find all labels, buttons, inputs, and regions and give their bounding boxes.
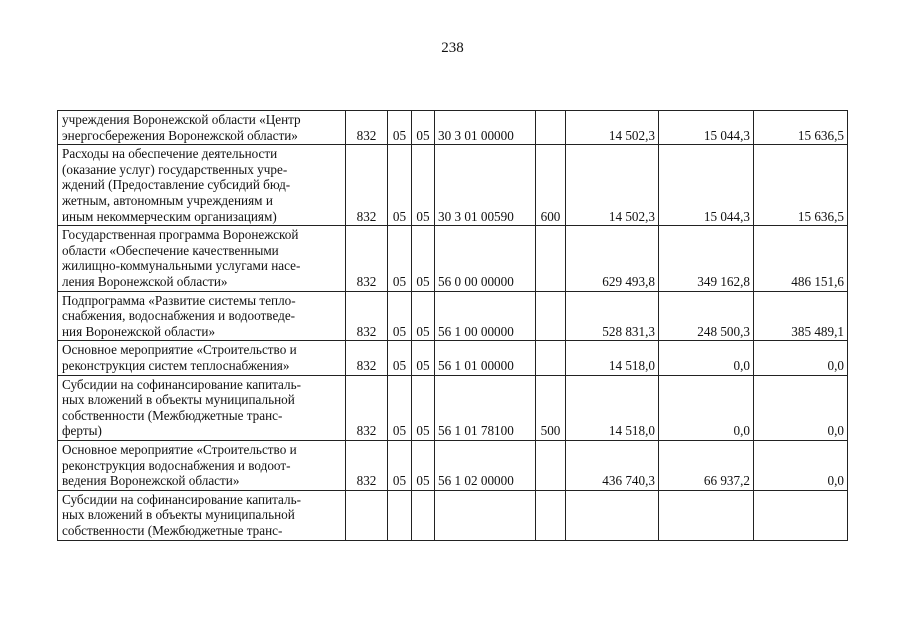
- row-name-line: жилищно-коммунальными услугами насе-: [62, 258, 301, 274]
- section-code-cell: 05: [388, 145, 412, 226]
- row-name-line: ных вложений в объекты муниципальной: [62, 507, 295, 523]
- row-name-line: Подпрограмма «Развитие системы тепло-: [62, 292, 296, 308]
- row-name-line: иным некоммерческим организациям): [62, 208, 277, 224]
- ministry-code-cell: 832: [346, 226, 388, 291]
- target-article-cell: 56 0 00 00000: [435, 226, 536, 291]
- amount-year3-cell: 15 636,5: [754, 111, 848, 145]
- target-article-cell: 30 3 01 00000: [435, 111, 536, 145]
- row-name-line: области «Обеспечение качественными: [62, 242, 279, 258]
- row-name-line: реконструкция водоснабжения и водоот-: [62, 457, 291, 473]
- row-name-cell: [58, 291, 346, 341]
- section-code-cell: 05: [388, 226, 412, 291]
- amount-year2-cell: 66 937,2: [659, 440, 754, 490]
- ministry-code-cell: [346, 490, 388, 540]
- amount-year3-cell: [754, 490, 848, 540]
- ministry-code-cell: 832: [346, 145, 388, 226]
- expense-type-cell: 500: [536, 375, 566, 440]
- row-name-line: жетным, автономным учреждениям и: [62, 192, 273, 208]
- row-name-cell: [58, 490, 346, 540]
- ministry-code-cell: 832: [346, 341, 388, 375]
- section-code-cell: 05: [388, 440, 412, 490]
- amount-year3-cell: 0,0: [754, 375, 848, 440]
- row-name-line: Субсидии на софинансирование капиталь-: [62, 376, 302, 392]
- subsection-code-cell: 05: [412, 145, 435, 226]
- budget-table: [57, 110, 848, 541]
- section-code-cell: 05: [388, 341, 412, 375]
- ministry-code-cell: 832: [346, 440, 388, 490]
- amount-year2-cell: 349 162,8: [659, 226, 754, 291]
- expense-type-cell: [536, 490, 566, 540]
- row-name-line: энергосбережения Воронежской области»: [62, 127, 298, 143]
- amount-year2-cell: 0,0: [659, 341, 754, 375]
- amount-year1-cell: 14 518,0: [566, 375, 659, 440]
- row-name-line: собственности (Межбюджетные транс-: [62, 407, 283, 423]
- row-name-cell: [58, 440, 346, 490]
- target-article-cell: 56 1 01 00000: [435, 341, 536, 375]
- row-name-line: учреждения Воронежской области «Центр: [62, 112, 301, 127]
- table-row: [58, 375, 848, 440]
- expense-type-cell: [536, 440, 566, 490]
- amount-year1-cell: 14 518,0: [566, 341, 659, 375]
- expense-type-cell: 600: [536, 145, 566, 226]
- table-row: [58, 145, 848, 226]
- amount-year3-cell: 486 151,6: [754, 226, 848, 291]
- table-row: [58, 291, 848, 341]
- row-name-line: ния Воронежской области»: [62, 323, 216, 339]
- expense-type-cell: [536, 341, 566, 375]
- subsection-code-cell: 05: [412, 291, 435, 341]
- row-name-cell: [58, 375, 346, 440]
- row-name-line: Основное мероприятие «Строительство и: [62, 441, 297, 457]
- table-row: [58, 226, 848, 291]
- subsection-code-cell: 05: [412, 111, 435, 145]
- target-article-cell: [435, 490, 536, 540]
- amount-year3-cell: 0,0: [754, 341, 848, 375]
- section-code-cell: 05: [388, 375, 412, 440]
- amount-year3-cell: 0,0: [754, 440, 848, 490]
- row-name-line: (оказание услуг) государственных учре-: [62, 161, 288, 177]
- ministry-code-cell: 832: [346, 111, 388, 145]
- amount-year1-cell: 14 502,3: [566, 145, 659, 226]
- amount-year1-cell: [566, 490, 659, 540]
- amount-year1-cell: 436 740,3: [566, 440, 659, 490]
- row-name-line: ждений (Предоставление субсидий бюд-: [62, 177, 291, 193]
- expense-type-cell: [536, 291, 566, 341]
- row-name-line: Государственная программа Воронежской: [62, 227, 299, 243]
- ministry-code-cell: 832: [346, 375, 388, 440]
- row-name-cell: [58, 226, 346, 291]
- amount-year1-cell: 528 831,3: [566, 291, 659, 341]
- target-article-cell: 56 1 00 00000: [435, 291, 536, 341]
- amount-year1-cell: 629 493,8: [566, 226, 659, 291]
- table-row: [58, 490, 848, 540]
- table-row: [58, 341, 848, 375]
- row-name-line: реконструкция систем теплоснабжения»: [62, 357, 290, 373]
- row-name-line: Основное мероприятие «Строительство и: [62, 342, 297, 358]
- section-code-cell: 05: [388, 111, 412, 145]
- section-code-cell: 05: [388, 291, 412, 341]
- subsection-code-cell: 05: [412, 375, 435, 440]
- row-name-line: снабжения, водоснабжения и водоотведе-: [62, 308, 296, 324]
- amount-year2-cell: 248 500,3: [659, 291, 754, 341]
- table-body: [58, 111, 848, 541]
- amount-year2-cell: 15 044,3: [659, 145, 754, 226]
- target-article-cell: 30 3 01 00590: [435, 145, 536, 226]
- subsection-code-cell: [412, 490, 435, 540]
- subsection-code-cell: 05: [412, 341, 435, 375]
- row-name-line: собственности (Межбюджетные транс-: [62, 522, 283, 538]
- target-article-cell: 56 1 01 78100: [435, 375, 536, 440]
- row-name-line: Субсидии на софинансирование капиталь-: [62, 491, 302, 507]
- subsection-code-cell: 05: [412, 226, 435, 291]
- target-article-cell: 56 1 02 00000: [435, 440, 536, 490]
- amount-year2-cell: [659, 490, 754, 540]
- row-name-line: ферты): [62, 423, 102, 439]
- row-name-line: ных вложений в объекты муниципальной: [62, 392, 295, 408]
- amount-year3-cell: 15 636,5: [754, 145, 848, 226]
- row-name-cell: [58, 341, 346, 375]
- subsection-code-cell: 05: [412, 440, 435, 490]
- row-name-cell: [58, 145, 346, 226]
- page-number: 238: [441, 40, 464, 56]
- row-name-line: ведения Воронежской области»: [62, 473, 240, 489]
- amount-year1-cell: 14 502,3: [566, 111, 659, 145]
- row-name-line: ления Воронежской области»: [62, 273, 228, 289]
- section-code-cell: [388, 490, 412, 540]
- expense-type-cell: [536, 111, 566, 145]
- amount-year2-cell: 0,0: [659, 375, 754, 440]
- table-row: [58, 440, 848, 490]
- ministry-code-cell: 832: [346, 291, 388, 341]
- row-name-line: Расходы на обеспечение деятельности: [62, 146, 278, 162]
- expense-type-cell: [536, 226, 566, 291]
- amount-year3-cell: 385 489,1: [754, 291, 848, 341]
- amount-year2-cell: 15 044,3: [659, 111, 754, 145]
- table-row: [58, 111, 848, 145]
- row-name-cell: [58, 111, 346, 145]
